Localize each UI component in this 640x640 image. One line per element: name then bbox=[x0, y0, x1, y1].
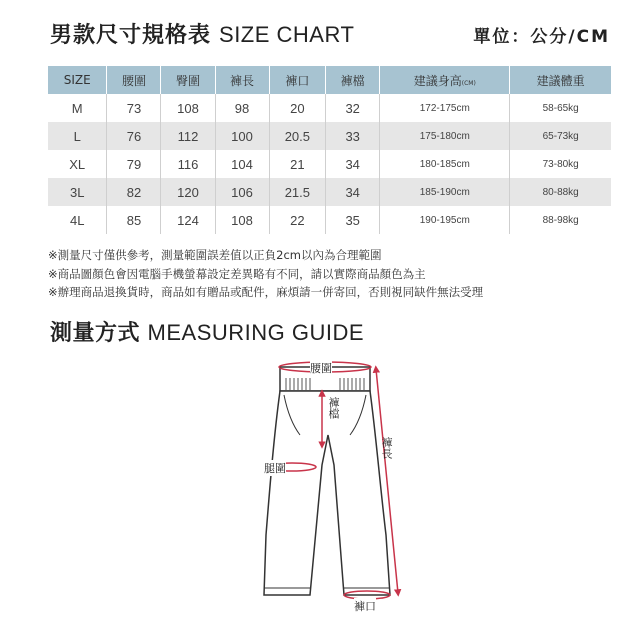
table-cell: 120 bbox=[161, 178, 215, 206]
rise-label: 褲檔 bbox=[327, 397, 340, 419]
note-3: ※辦理商品退換貨時，商品如有贈品或配件，麻煩請一併寄回，否則視同缺件無法受理 bbox=[48, 285, 484, 299]
table-row bbox=[48, 150, 611, 178]
table-cell: 172-175cm bbox=[380, 94, 510, 122]
title-zh: 男款尺寸規格表 bbox=[50, 23, 212, 48]
unit-label: 單位：公分/CM bbox=[473, 27, 610, 47]
table-row bbox=[48, 206, 611, 234]
table-cell: 35 bbox=[326, 206, 380, 234]
table-cell: 185-190cm bbox=[380, 178, 510, 206]
table-cell: 22 bbox=[269, 206, 326, 234]
table-cell: 20 bbox=[269, 94, 326, 122]
table-cell: 73-80kg bbox=[542, 158, 579, 170]
table-cell: 124 bbox=[161, 206, 215, 234]
notes bbox=[48, 246, 483, 302]
table-cell: 20.5 bbox=[269, 122, 326, 150]
table-cell: 79 bbox=[107, 150, 161, 178]
table-cell: 180-185cm bbox=[380, 150, 510, 178]
table-cell: 33 bbox=[326, 122, 380, 150]
note-1: ※測量尺寸僅供參考，測量範圍誤差值以正負2cm以內為合理範圍 bbox=[48, 248, 382, 262]
table-cell: M bbox=[48, 94, 107, 122]
col-height bbox=[380, 66, 510, 94]
size-table bbox=[48, 66, 611, 234]
col-hip: 臀圍 bbox=[161, 66, 215, 94]
col-height-unit: (CM) bbox=[461, 79, 476, 87]
table-cell: 3L bbox=[48, 178, 107, 206]
table-cell: 98 bbox=[215, 94, 269, 122]
title-en: SIZE CHART bbox=[219, 22, 355, 47]
guide-title-en: MEASURING GUIDE bbox=[147, 320, 365, 345]
table-cell: 175-180cm bbox=[380, 122, 510, 150]
table-cell: 85 bbox=[107, 206, 161, 234]
table-cell: 112 bbox=[161, 122, 215, 150]
table-cell: 58-65kg bbox=[542, 102, 579, 114]
table-row bbox=[48, 178, 611, 206]
table-row bbox=[48, 122, 611, 150]
size-chart-title bbox=[50, 18, 354, 49]
table-row bbox=[48, 94, 611, 122]
pants-outline bbox=[264, 391, 390, 595]
table-cell: 32 bbox=[326, 94, 380, 122]
table-cell: 4L bbox=[48, 206, 107, 234]
table-header-row bbox=[48, 66, 611, 94]
table-cell: XL bbox=[48, 150, 107, 178]
hem-label: 褲口 bbox=[354, 600, 376, 613]
table-cell: 76 bbox=[107, 122, 161, 150]
table-cell: 73 bbox=[107, 94, 161, 122]
col-weight: 建議體重 bbox=[510, 66, 611, 94]
thigh-label: 腿圍 bbox=[264, 462, 286, 475]
length-label: 褲長 bbox=[380, 437, 393, 459]
table-cell: 106 bbox=[215, 178, 269, 206]
table-cell: 190-195cm bbox=[380, 206, 510, 234]
table-cell: 108 bbox=[215, 206, 269, 234]
table-cell: 34 bbox=[326, 178, 380, 206]
waist-label: 腰圍 bbox=[310, 362, 332, 375]
col-length: 褲長 bbox=[215, 66, 269, 94]
table-cell: 65-73kg bbox=[510, 122, 611, 150]
table-cell: 104 bbox=[215, 150, 269, 178]
table-cell: 100 bbox=[215, 122, 269, 150]
table-cell: 21 bbox=[269, 150, 326, 178]
table-cell: 116 bbox=[161, 150, 215, 178]
pants-diagram bbox=[240, 345, 430, 625]
table-cell: 82 bbox=[107, 178, 161, 206]
table-cell: 21.5 bbox=[269, 178, 326, 206]
guide-title-zh: 測量方式 bbox=[50, 321, 141, 346]
table-cell: 80-88kg bbox=[510, 178, 611, 206]
table-cell: 34 bbox=[326, 150, 380, 178]
col-height-label: 建議身高 bbox=[413, 73, 462, 88]
col-size: SIZE bbox=[48, 66, 107, 94]
guide-title bbox=[50, 316, 364, 347]
col-rise: 褲檔 bbox=[326, 66, 380, 94]
note-2: ※商品圖顏色會因電腦手機螢幕設定差異略有不同，請以實際商品顏色為主 bbox=[48, 266, 426, 281]
table-cell: 88-98kg bbox=[542, 214, 579, 226]
col-waist: 腰圍 bbox=[107, 66, 161, 94]
table-cell: 108 bbox=[161, 94, 215, 122]
table-cell: L bbox=[48, 122, 107, 150]
col-hem: 褲口 bbox=[269, 66, 326, 94]
